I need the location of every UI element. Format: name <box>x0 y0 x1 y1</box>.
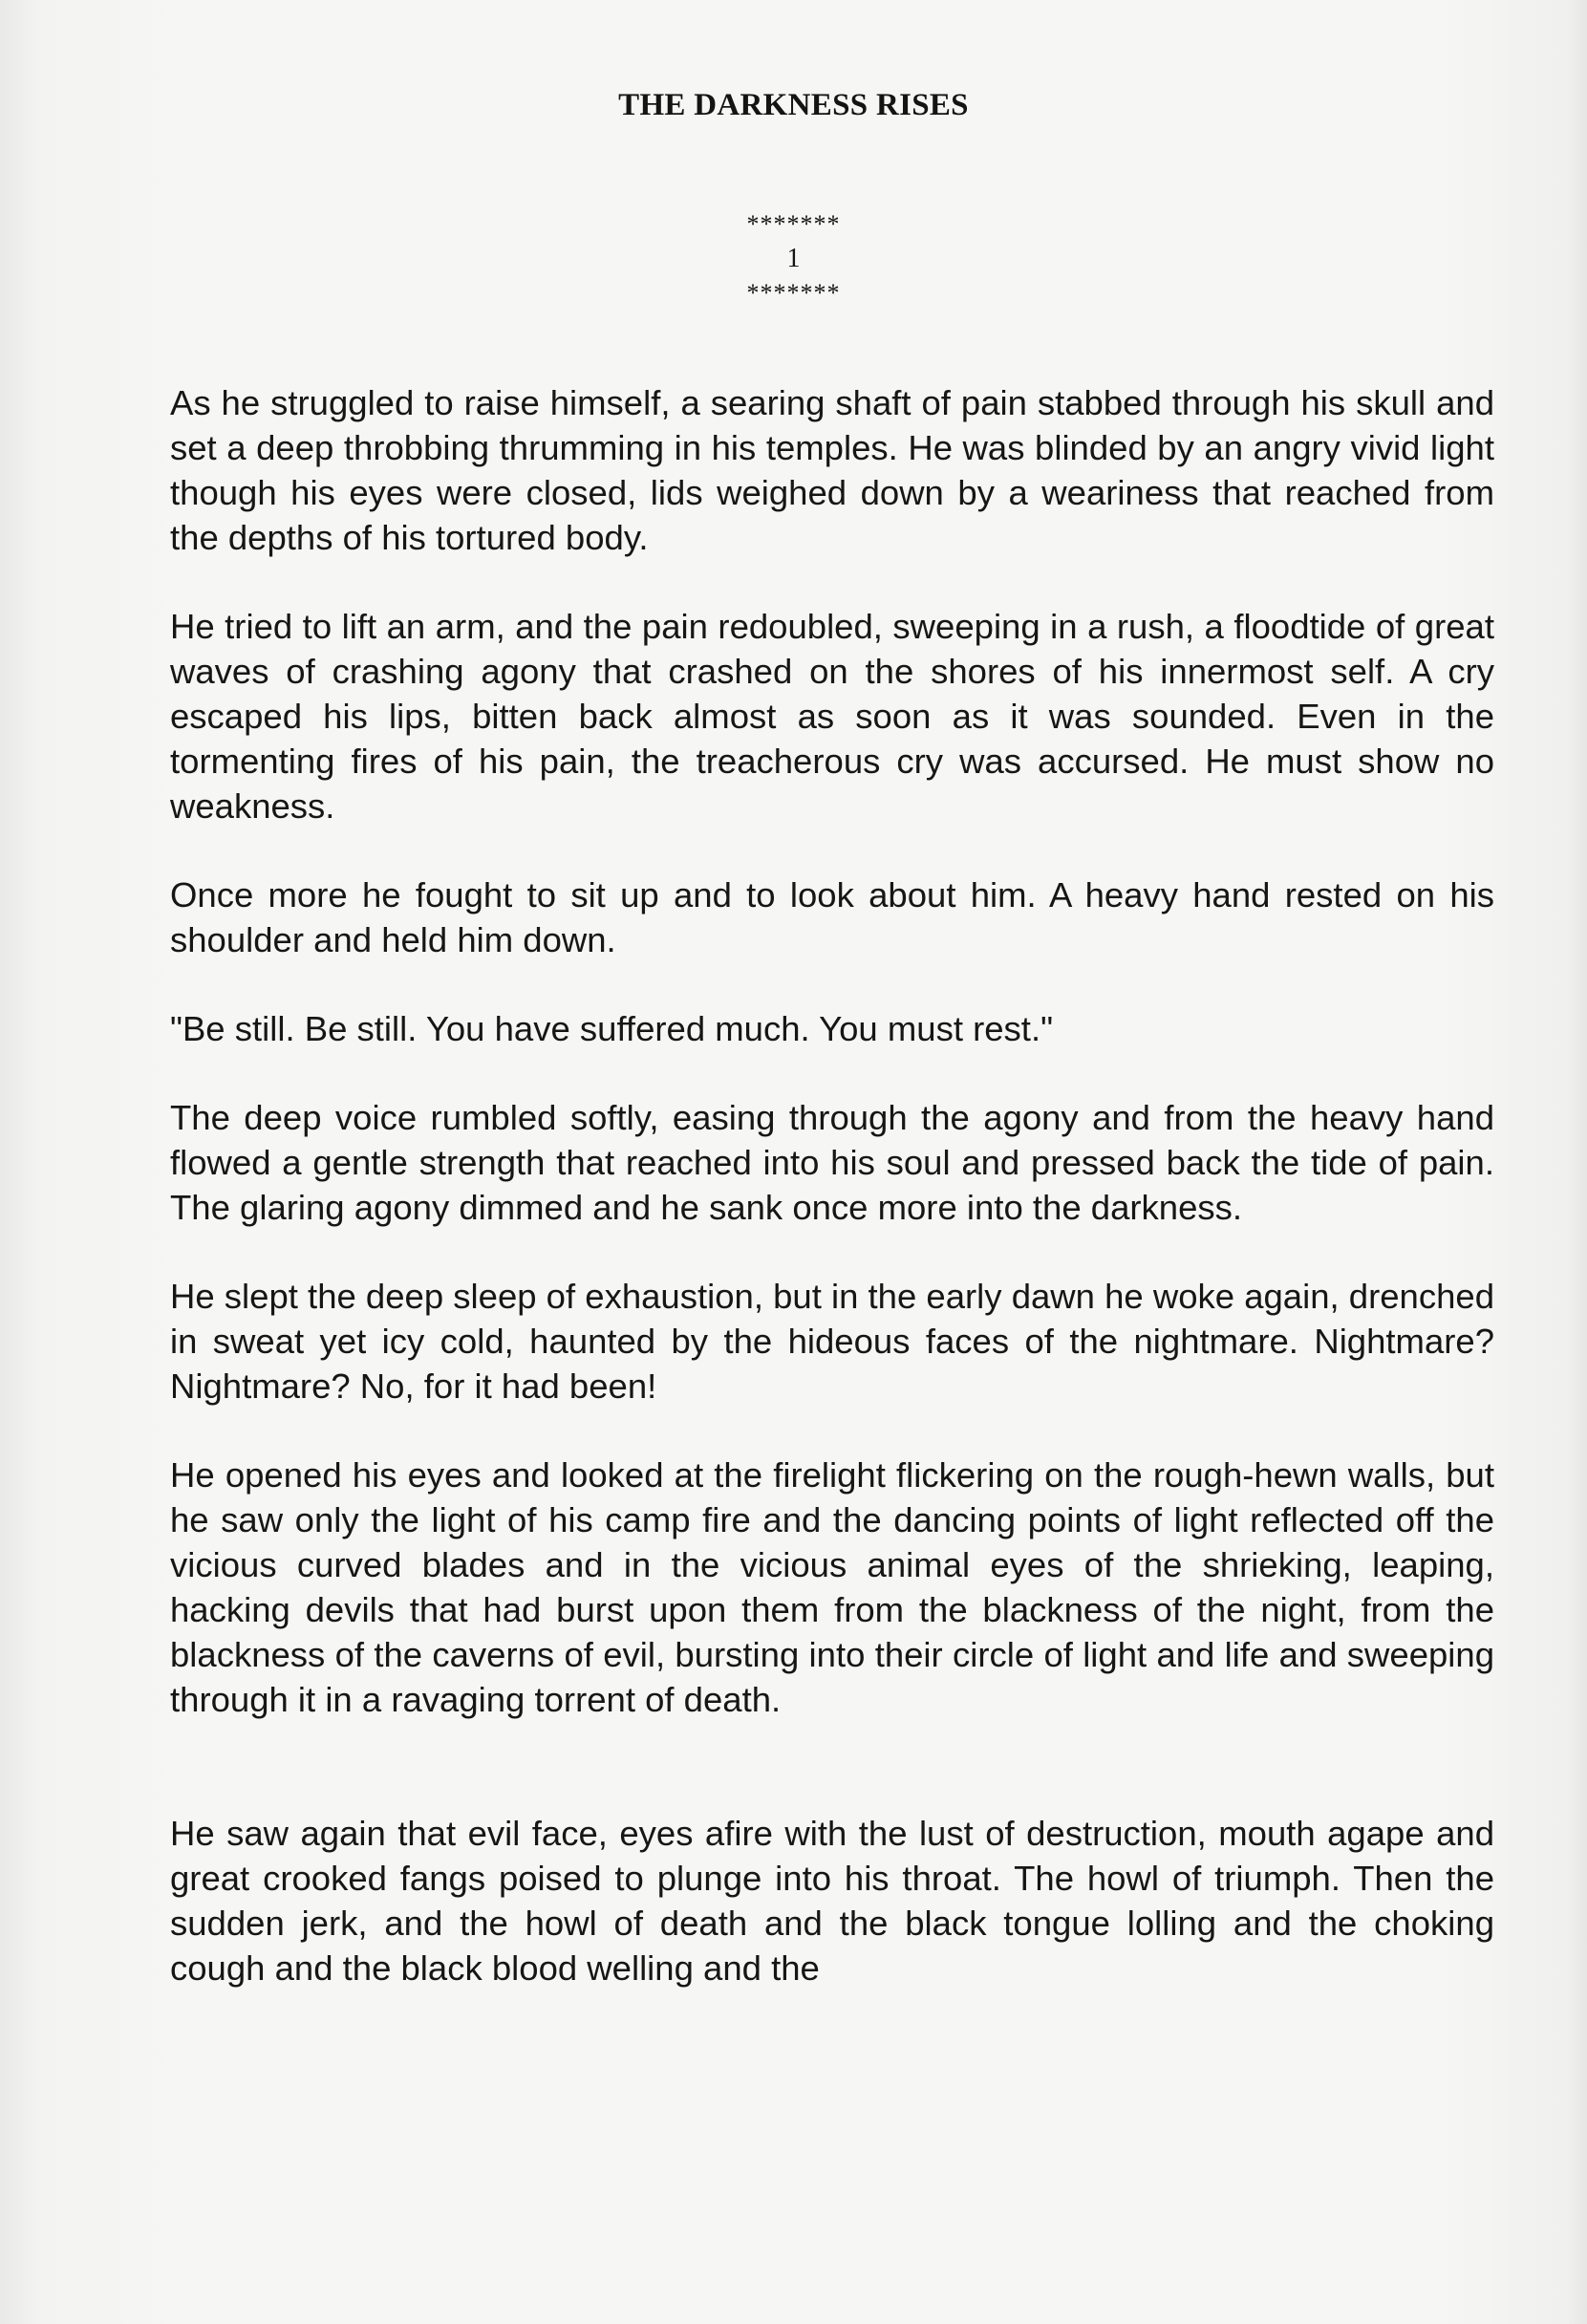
body-text <box>170 380 1494 1990</box>
dialogue-line: "Be still. Be still. You have suffered much. You must rest." <box>170 1009 1054 1048</box>
paragraph: The deep voice rumbled softly, easing through the agony and from the heavy hand flowed a gentle strength that reached into his soul and pressed back the tide of pain. The glaring agony dimmed and he sank once more into the darkness. <box>170 1098 1494 1227</box>
page-title: THE DARKNESS RISES <box>618 88 969 122</box>
chapter-stars-top: ******* <box>746 210 841 238</box>
paragraph: He tried to lift an arm, and the pain redoubled, sweeping in a rush, a floodtide of great waves of crashing agony that crashed on the shores of his innermost self. A cry escaped his lips, bitten back almost as soon as it was sounded. Even in the tormenting fires of his pain, the treacherous cry was accursed. He must show no weakness. <box>170 607 1494 826</box>
paragraph: Once more he fought to sit up and to look about him. A heavy hand rested on his shoulder and held him down. <box>170 875 1494 959</box>
chapter-stars-bottom: ******* <box>746 279 841 307</box>
paragraph: He opened his eyes and looked at the firelight flickering on the rough-hewn walls, but he saw only the light of his camp fire and the dancing points of light reflected off the vicious curved blades and in the vicious animal eyes of the shrieking, leaping, hacking devils that had burst upon them from the blackness of the night, from the blackness of the caverns of evil, bursting into their circle of light and life and sweeping through it in a ravaging torrent of death. <box>170 1455 1494 1719</box>
paragraph: As he struggled to raise himself, a searing shaft of pain stabbed through his skull and set a deep throbbing thrumming in his temples. He was blinded by an angry vivid light though his eyes were closed, lids weighed down by a weariness that reached from the depths of his tortured body. <box>170 383 1494 557</box>
paragraph: He saw again that evil face, eyes afire with the lust of destruction, mouth agape and great crooked fangs poised to plunge into his throat. The howl of triumph. Then the sudden jerk, and the howl of death and the black tongue lolling and the choking cough and the black blood welling and the <box>170 1814 1494 1988</box>
chapter-heading <box>0 208 1587 312</box>
chapter-number: 1 <box>786 244 801 273</box>
paragraph: He slept the deep sleep of exhaustion, but in the early dawn he woke again, drenched in sweat yet icy cold, haunted by the hideous faces of the nightmare. Nightmare? Nightmare? No, for it had been! <box>170 1277 1494 1406</box>
